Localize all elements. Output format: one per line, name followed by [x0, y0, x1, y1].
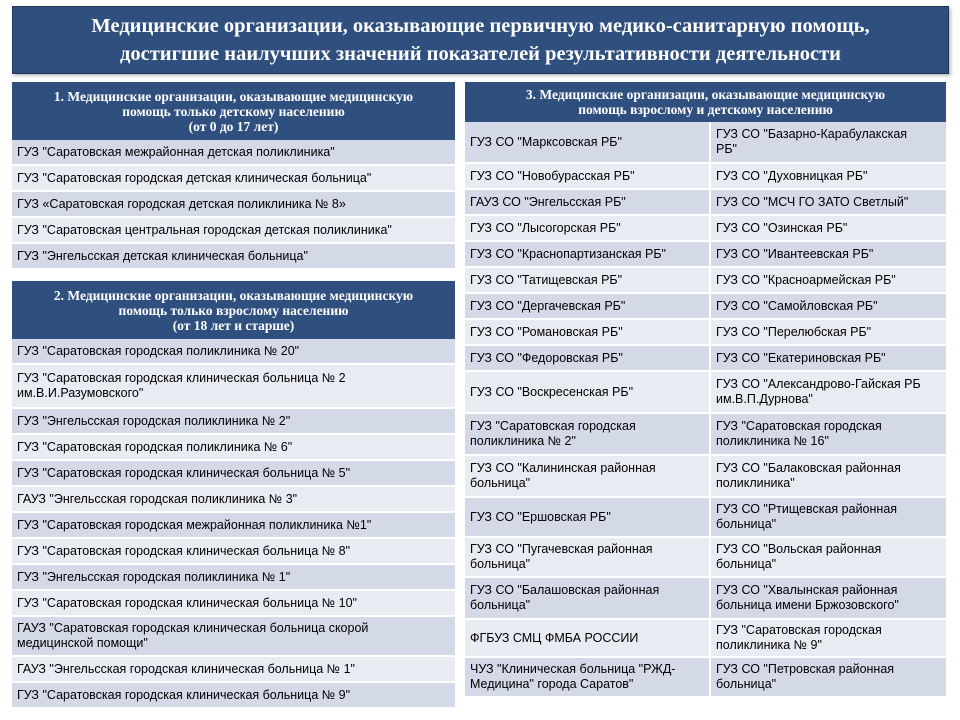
- organization-name-left: ГУЗ "Саратовская городская поликлиника № 2": [465, 414, 711, 456]
- table-row: [12, 244, 455, 270]
- organization-name-right: ГУЗ СО "Петровская районная больница": [711, 658, 946, 698]
- table-row: [465, 242, 946, 268]
- table-row: [465, 498, 946, 538]
- section-adults-and-children: [465, 82, 946, 698]
- organization-name-right: ГУЗ СО "Ивантеевская РБ": [711, 242, 946, 268]
- organization-name: ГУЗ "Энгельсская городская поликлиника № 2": [12, 409, 455, 435]
- table-row: [465, 578, 946, 620]
- organization-name-left: ГУЗ СО "Краснопартизанская РБ": [465, 242, 711, 268]
- organization-name-right: ГУЗ СО "Озинская РБ": [711, 216, 946, 242]
- slide-title: Медицинские организации, оказывающие первичную медико-санитарную помощь, достигшие наилучших значений показателей результативности деятельности: [91, 15, 870, 65]
- organization-name-left: ГУЗ СО "Воскресенская РБ": [465, 372, 711, 414]
- organization-name-right: ГУЗ "Саратовская городская поликлиника № 9": [711, 620, 946, 658]
- table-row: [12, 435, 455, 461]
- organization-name-right: ГУЗ СО "Ртищевская районная больница": [711, 498, 946, 538]
- organization-name: ГАУЗ "Энгельсская городская поликлиника № 3": [12, 487, 455, 513]
- slide-title-bar: [12, 6, 949, 74]
- table-row: [465, 414, 946, 456]
- organization-name: ГУЗ "Саратовская городская поликлиника № 20": [12, 339, 455, 365]
- organization-name: ГУЗ «Саратовская городская детская поликлиника № 8»: [12, 192, 455, 218]
- table-row: [12, 487, 455, 513]
- table-row: [465, 320, 946, 346]
- table-row: [12, 591, 455, 617]
- table-row: [12, 166, 455, 192]
- organization-name-right: ГУЗ СО "Александрово-Гайская РБ им.В.П.Дурнова": [711, 372, 946, 414]
- organization-name-right: ГУЗ СО "Екатериновская РБ": [711, 346, 946, 372]
- section-3-table: [465, 122, 946, 698]
- organization-name-right: ГУЗ СО "Базарно-Карабулакская РБ": [711, 122, 946, 164]
- table-row: [12, 365, 455, 409]
- section-2-header: 2. Медицинские организации, оказывающие медицинскую помощь только взрослому населению (от 18 лет и старше): [12, 281, 455, 339]
- organization-name-left: ГУЗ СО "Ершовская РБ": [465, 498, 711, 538]
- organization-name-right: ГУЗ СО "Духовницкая РБ": [711, 164, 946, 190]
- section-2-table: [12, 339, 455, 709]
- table-row: [12, 565, 455, 591]
- table-row: [465, 658, 946, 698]
- organization-name-left: ГУЗ СО "Калининская районная больница": [465, 456, 711, 498]
- table-row: [12, 539, 455, 565]
- organization-name-left: ГУЗ СО "Балашовская районная больница": [465, 578, 711, 620]
- organization-name-right: ГУЗ СО "Перелюбская РБ": [711, 320, 946, 346]
- table-row: [465, 190, 946, 216]
- organization-name: ГУЗ "Энгельсская детская клиническая больница": [12, 244, 455, 270]
- organization-name-right: ГУЗ СО "Хвалынская районная больница имени Бржозовского": [711, 578, 946, 620]
- organization-name-left: ГУЗ СО "Татищевская РБ": [465, 268, 711, 294]
- table-row: [465, 216, 946, 242]
- organization-name-left: ГУЗ СО "Новобурасская РБ": [465, 164, 711, 190]
- organization-name-right: ГУЗ СО "МСЧ ГО ЗАТО Светлый": [711, 190, 946, 216]
- organization-name: ГАУЗ "Саратовская городская клиническая больница скорой медицинской помощи": [12, 617, 455, 657]
- organization-name: ГАУЗ "Энгельсская городская клиническая больница № 1": [12, 657, 455, 683]
- organization-name-right: ГУЗ СО "Самойловская РБ": [711, 294, 946, 320]
- organization-name: ГУЗ "Саратовская городская детская клиническая больница": [12, 166, 455, 192]
- table-row: [465, 294, 946, 320]
- organization-name: ГУЗ "Саратовская городская клиническая больница № 10": [12, 591, 455, 617]
- table-row: [12, 140, 455, 166]
- organization-name: ГУЗ "Энгельсская городская поликлиника № 1": [12, 565, 455, 591]
- table-row: [12, 657, 455, 683]
- section-1-table: [12, 140, 455, 270]
- organization-name: ГУЗ "Саратовская межрайонная детская поликлиника": [12, 140, 455, 166]
- organization-name-left: ФГБУЗ СМЦ ФМБА РОССИИ: [465, 620, 711, 658]
- section-3-header: 3. Медицинские организации, оказывающие медицинскую помощь взрослому и детскому населению: [465, 82, 946, 122]
- organization-name-left: ГУЗ СО "Романовская РБ": [465, 320, 711, 346]
- organization-name: ГУЗ "Саратовская городская клиническая больница № 9": [12, 683, 455, 709]
- organization-name: ГУЗ "Саратовская городская поликлиника № 6": [12, 435, 455, 461]
- table-row: [12, 683, 455, 709]
- table-row: [465, 164, 946, 190]
- organization-name-left: ГУЗ СО "Дергачевская РБ": [465, 294, 711, 320]
- organization-name: ГУЗ "Саратовская городская межрайонная поликлиника №1": [12, 513, 455, 539]
- organization-name-right: ГУЗ "Саратовская городская поликлиника № 16": [711, 414, 946, 456]
- section-adults-only: [12, 281, 455, 709]
- section-1-header: 1. Медицинские организации, оказывающие медицинскую помощь только детскому населению (от 0 до 17 лет): [12, 82, 455, 140]
- organization-name-right: ГУЗ СО "Красноармейская РБ": [711, 268, 946, 294]
- organization-name-left: ГУЗ СО "Федоровская РБ": [465, 346, 711, 372]
- organization-name-right: ГУЗ СО "Вольская районная больница": [711, 538, 946, 578]
- table-row: [465, 372, 946, 414]
- table-row: [12, 339, 455, 365]
- organization-name-left: ГУЗ СО "Пугачевская районная больница": [465, 538, 711, 578]
- organization-name-left: ГУЗ СО "Марксовская РБ": [465, 122, 711, 164]
- organization-name: ГУЗ "Саратовская городская клиническая больница № 2 им.В.И.Разумовского": [12, 365, 455, 409]
- organization-name-left: ГАУЗ СО "Энгельсская РБ": [465, 190, 711, 216]
- table-row: [465, 122, 946, 164]
- table-row: [12, 461, 455, 487]
- table-row: [465, 268, 946, 294]
- table-row: [465, 620, 946, 658]
- organization-name-left: ГУЗ СО "Лысогорская РБ": [465, 216, 711, 242]
- table-row: [465, 346, 946, 372]
- table-row: [12, 218, 455, 244]
- section-children-only: [12, 82, 455, 270]
- table-row: [12, 617, 455, 657]
- table-row: [12, 192, 455, 218]
- table-row: [12, 513, 455, 539]
- organization-name: ГУЗ "Саратовская центральная городская детская поликлиника": [12, 218, 455, 244]
- organization-name-left: ЧУЗ "Клиническая больница "РЖД- Медицина" города Саратов": [465, 658, 711, 698]
- organization-name: ГУЗ "Саратовская городская клиническая больница № 8": [12, 539, 455, 565]
- table-row: [465, 538, 946, 578]
- organization-name: ГУЗ "Саратовская городская клиническая больница № 5": [12, 461, 455, 487]
- table-row: [465, 456, 946, 498]
- organization-name-right: ГУЗ СО "Балаковская районная поликлиника": [711, 456, 946, 498]
- table-row: [12, 409, 455, 435]
